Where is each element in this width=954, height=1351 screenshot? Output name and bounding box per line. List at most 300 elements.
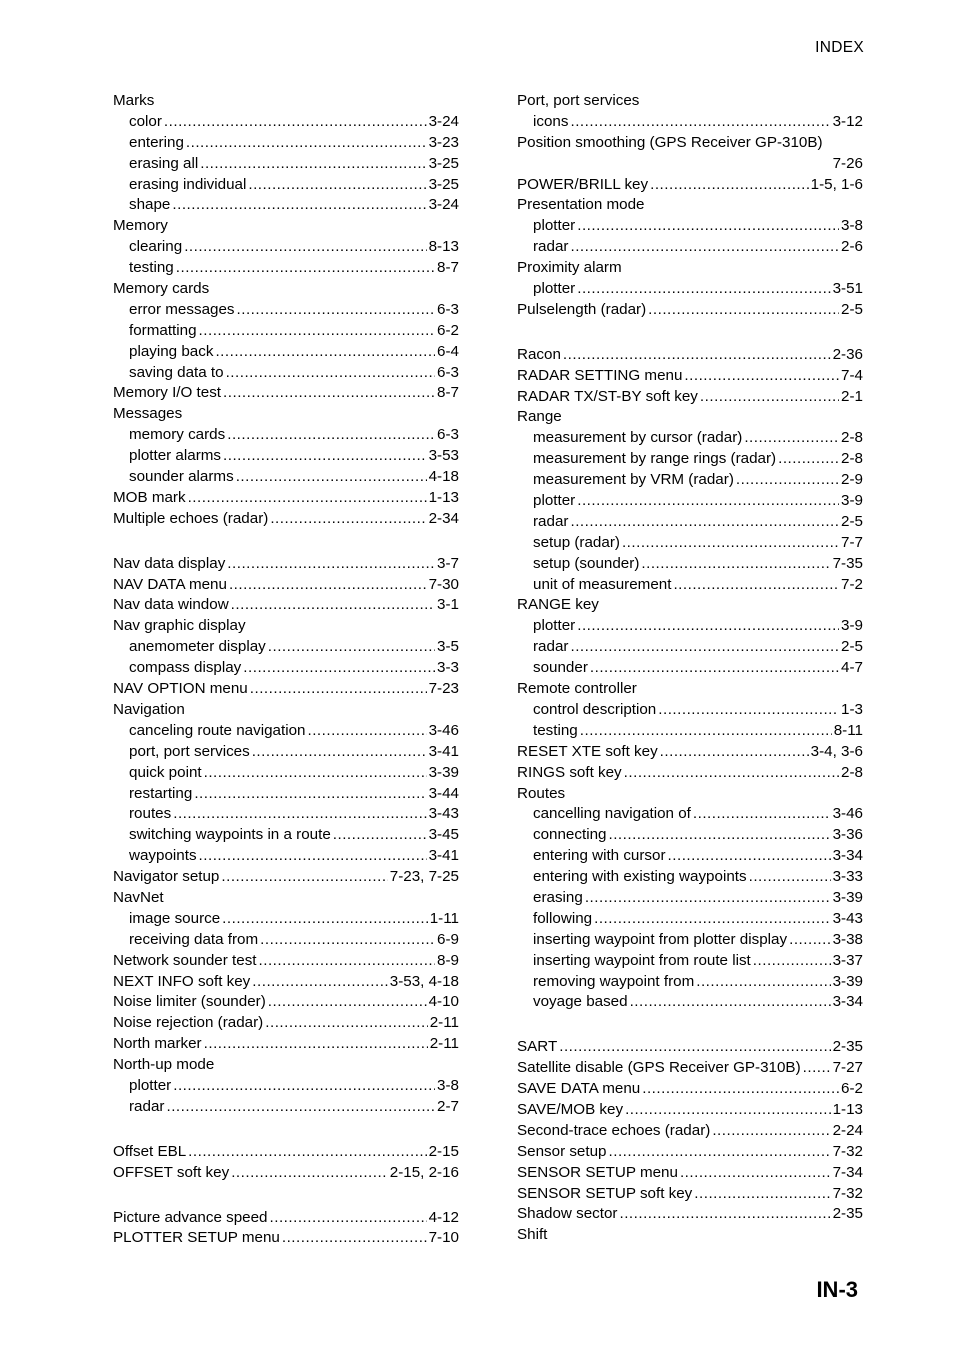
dot-leader	[594, 909, 830, 930]
index-entry	[517, 742, 863, 763]
page-reference: 6-3	[437, 363, 459, 381]
index-term: canceling route navigation	[129, 721, 306, 739]
index-subentry	[113, 784, 459, 805]
dot-leader	[215, 342, 435, 363]
index-subentry	[517, 216, 863, 237]
index-term: waypoints	[129, 847, 197, 865]
index-term: measurement by cursor (radar)	[533, 429, 743, 447]
index-subentry	[517, 825, 863, 846]
index-term: plotter	[533, 617, 576, 635]
index-term: sounder	[533, 659, 588, 677]
index-term: measurement by VRM (radar)	[533, 471, 734, 489]
index-term: voyage based	[533, 993, 628, 1011]
index-term: NavNet	[113, 888, 164, 906]
page-reference: 3-25	[428, 175, 459, 193]
page-reference: 7-2	[841, 575, 863, 593]
page-reference: 7-32	[832, 1184, 863, 1202]
dot-leader	[164, 112, 427, 133]
dot-leader	[624, 763, 839, 784]
index-subentry	[113, 846, 459, 867]
index-subentry	[517, 888, 863, 909]
dot-leader	[223, 446, 427, 467]
dot-leader	[658, 700, 839, 721]
index-term: shape	[129, 196, 171, 214]
index-entry	[517, 1058, 863, 1079]
index-term: Picture advance speed	[113, 1208, 268, 1226]
page-reference: 6-4	[437, 342, 459, 360]
index-term: Nav graphic display	[113, 617, 246, 635]
index-subentry	[517, 658, 863, 679]
index-subentry	[113, 637, 459, 658]
index-column-left	[113, 91, 459, 1249]
page-reference: 3-37	[832, 951, 863, 969]
page-reference: 3-46	[832, 805, 863, 823]
index-entry	[517, 366, 863, 387]
page-reference: 3-39	[832, 972, 863, 990]
index-subentry	[517, 930, 863, 951]
index-term: erasing all	[129, 154, 199, 172]
index-term: following	[533, 909, 593, 927]
index-subentry	[517, 237, 863, 258]
dot-leader	[700, 387, 839, 408]
page-reference: 7-23, 7-25	[389, 868, 459, 886]
dot-leader	[260, 930, 435, 951]
dot-leader	[229, 575, 427, 596]
page-reference: 2-7	[437, 1097, 459, 1115]
page-reference: 3-23	[428, 133, 459, 151]
index-subentry	[113, 425, 459, 446]
dot-leader	[204, 763, 427, 784]
index-subentry	[517, 491, 863, 512]
index-term: Memory I/O test	[113, 384, 222, 402]
dot-leader	[173, 1076, 435, 1097]
dot-leader	[188, 488, 427, 509]
dot-leader	[753, 951, 831, 972]
dot-leader	[166, 1097, 435, 1118]
index-entry	[113, 1055, 459, 1076]
index-entry	[113, 91, 459, 112]
page-reference: 2-5	[841, 512, 863, 530]
page-reference: 3-53	[428, 447, 459, 465]
page-reference: 2-5	[841, 638, 863, 656]
index-term: MOB mark	[113, 488, 186, 506]
dot-leader	[590, 658, 839, 679]
index-term: plotter	[533, 217, 576, 235]
dot-leader	[222, 909, 428, 930]
index-entry	[517, 1100, 863, 1121]
letter-group-gap	[517, 1013, 863, 1037]
index-term: Proximity alarm	[517, 259, 622, 277]
index-entry	[517, 595, 863, 616]
index-subentry	[113, 909, 459, 930]
index-entry	[113, 404, 459, 425]
index-term: Shadow sector	[517, 1205, 618, 1223]
index-term: unit of measurement	[533, 575, 672, 593]
page-reference: 2-9	[841, 471, 863, 489]
page-reference: 3-36	[832, 826, 863, 844]
page-reference: 2-8	[841, 450, 863, 468]
page-reference: 8-11	[833, 721, 863, 739]
dot-leader	[176, 258, 435, 279]
page-reference: 1-5, 1-6	[810, 175, 863, 193]
index-term: Racon	[517, 345, 561, 363]
index-entry	[113, 888, 459, 909]
index-term: RESET XTE soft key	[517, 742, 658, 760]
index-subentry	[113, 930, 459, 951]
dot-leader	[684, 366, 839, 387]
page-reference: 3-9	[841, 617, 863, 635]
index-subentry	[113, 175, 459, 196]
index-term: Sensor setup	[517, 1142, 607, 1160]
index-subentry	[517, 512, 863, 533]
index-term: Marks	[113, 92, 155, 109]
index-term: restarting	[129, 784, 193, 802]
page-reference: 4-10	[428, 993, 459, 1011]
index-term: removing waypoint from	[533, 972, 695, 990]
index-term: anemometer display	[129, 638, 266, 656]
page-reference: 3-41	[428, 742, 459, 760]
page-reference: 3-44	[428, 784, 459, 802]
dot-leader	[259, 951, 436, 972]
index-term: Second-trace echoes (radar)	[517, 1121, 711, 1139]
index-term: Routes	[517, 784, 566, 802]
index-term: setup (sounder)	[533, 554, 640, 572]
index-entry	[517, 133, 863, 154]
index-term: testing	[533, 721, 578, 739]
page-reference: 8-7	[437, 384, 459, 402]
index-term: Navigation	[113, 700, 185, 718]
page-reference: 4-18	[428, 468, 459, 486]
dot-leader	[172, 195, 426, 216]
page-reference: 2-24	[832, 1121, 863, 1139]
index-subentry	[113, 1076, 459, 1097]
index-term: NAV OPTION menu	[113, 680, 248, 698]
index-subentry	[113, 825, 459, 846]
index-subentry	[517, 867, 863, 888]
index-term: NAV DATA menu	[113, 575, 227, 593]
dot-leader	[580, 721, 832, 742]
index-subentry	[113, 1097, 459, 1118]
index-subentry	[113, 300, 459, 321]
index-term: quick point	[129, 763, 202, 781]
index-subentry	[113, 258, 459, 279]
index-subentry	[517, 909, 863, 930]
index-subentry	[517, 637, 863, 658]
index-term: inserting waypoint from route list	[533, 951, 751, 969]
index-term: measurement by range rings (radar)	[533, 450, 777, 468]
dot-leader	[668, 846, 831, 867]
index-term: inserting waypoint from plotter display	[533, 930, 788, 948]
index-term: playing back	[129, 342, 214, 360]
index-term: Offset EBL	[113, 1142, 187, 1160]
index-column-right	[517, 91, 863, 1246]
index-subentry	[113, 133, 459, 154]
index-entry	[517, 91, 863, 112]
index-entry	[113, 575, 459, 596]
page-reference: 3-51	[832, 280, 863, 298]
index-subentry	[517, 428, 863, 449]
index-term: plotter alarms	[129, 447, 222, 465]
index-term: routes	[129, 805, 172, 823]
index-subentry	[113, 721, 459, 742]
page-reference: 3-1	[437, 596, 459, 614]
index-subentry	[113, 658, 459, 679]
dot-leader	[221, 867, 387, 888]
page-reference: 4-7	[841, 659, 863, 677]
dot-leader	[237, 300, 436, 321]
page-reference: 7-7	[841, 533, 863, 551]
index-subentry	[517, 721, 863, 742]
page-reference: 3-3	[437, 659, 459, 677]
dot-leader	[307, 721, 426, 742]
index-entry	[113, 616, 459, 637]
dot-leader	[173, 804, 426, 825]
index-term: entering with cursor	[533, 847, 666, 865]
index-term: radar	[533, 638, 569, 656]
index-term: icons	[533, 112, 569, 130]
index-term: radar	[129, 1097, 165, 1115]
dot-leader	[577, 216, 839, 237]
index-subentry	[113, 363, 459, 384]
dot-leader	[744, 428, 839, 449]
page-reference: 2-5	[841, 300, 863, 318]
dot-leader	[650, 175, 809, 196]
letter-group-gap	[113, 530, 459, 554]
dot-leader	[673, 575, 839, 596]
page-reference: 7-26	[832, 154, 863, 172]
index-entry	[113, 867, 459, 888]
page-reference: 3-38	[832, 930, 863, 948]
index-entry	[517, 258, 863, 279]
index-entry	[517, 1163, 863, 1184]
index-term: SAVE/MOB key	[517, 1100, 624, 1118]
index-entry	[517, 1079, 863, 1100]
index-subentry	[113, 195, 459, 216]
dot-leader	[693, 804, 831, 825]
letter-group-gap	[113, 1184, 459, 1208]
index-term: RINGS soft key	[517, 763, 622, 781]
index-entry	[113, 509, 459, 530]
index-subentry	[517, 533, 863, 554]
index-term: setup (radar)	[533, 533, 620, 551]
index-entry	[517, 407, 863, 428]
page-reference: 3-53, 4-18	[389, 972, 459, 990]
index-term: RANGE key	[517, 596, 599, 614]
page-reference: 6-2	[437, 321, 459, 339]
index-entry	[517, 1225, 863, 1246]
page-reference: 6-3	[437, 426, 459, 444]
dot-leader	[199, 321, 436, 342]
index-subentry	[113, 467, 459, 488]
dot-leader	[622, 533, 839, 554]
index-subentry	[517, 449, 863, 470]
index-entry	[517, 784, 863, 805]
index-term: NEXT INFO soft key	[113, 972, 251, 990]
dot-leader	[642, 1079, 839, 1100]
dot-leader	[231, 595, 435, 616]
dot-leader	[577, 279, 830, 300]
page-reference: 3-33	[832, 868, 863, 886]
index-subentry	[517, 972, 863, 993]
dot-leader	[250, 679, 427, 700]
page-reference: 2-34	[428, 509, 459, 527]
index-subentry	[517, 616, 863, 637]
dot-leader	[223, 383, 435, 404]
letter-group-gap	[113, 1118, 459, 1142]
page-reference: 7-34	[832, 1163, 863, 1181]
page-number: IN-3	[816, 1277, 858, 1302]
index-term: Pulselength (radar)	[517, 300, 647, 318]
index-term: receiving data from	[129, 930, 259, 948]
dot-leader	[236, 467, 427, 488]
index-term: clearing	[129, 238, 183, 256]
index-term: erasing	[533, 888, 583, 906]
index-term: Memory	[113, 217, 168, 235]
dot-leader	[609, 1142, 831, 1163]
index-subentry	[113, 112, 459, 133]
dot-leader	[749, 867, 831, 888]
page-reference: 8-9	[437, 951, 459, 969]
page-reference: 3-43	[832, 909, 863, 927]
index-term: SART	[517, 1038, 558, 1056]
page-reference: 2-8	[841, 763, 863, 781]
dot-leader	[270, 1208, 427, 1229]
index-term: Noise limiter (sounder)	[113, 993, 266, 1011]
index-subentry	[517, 951, 863, 972]
index-term: saving data to	[129, 363, 224, 381]
dot-leader	[186, 133, 427, 154]
index-term: North marker	[113, 1035, 202, 1053]
index-term: plotter	[129, 1076, 172, 1094]
dot-leader	[630, 992, 831, 1013]
dot-leader	[694, 1184, 830, 1205]
dot-leader	[641, 554, 830, 575]
index-subentry	[113, 342, 459, 363]
index-term: plotter	[533, 280, 576, 298]
index-term: memory cards	[129, 426, 226, 444]
page-reference: 3-39	[832, 888, 863, 906]
index-subentry	[517, 992, 863, 1013]
index-entry	[113, 1208, 459, 1229]
index-term: Multiple echoes (radar)	[113, 509, 269, 527]
dot-leader	[559, 1037, 830, 1058]
index-entry	[113, 279, 459, 300]
index-term: Position smoothing (GPS Receiver GP-310B)	[517, 133, 823, 151]
index-subentry	[113, 804, 459, 825]
dot-leader	[789, 930, 831, 951]
page-reference: 1-13	[832, 1100, 863, 1118]
dot-leader	[570, 512, 839, 533]
page-reference: 3-4, 3-6	[810, 742, 863, 760]
letter-group-gap	[517, 321, 863, 345]
index-subentry	[113, 237, 459, 258]
page-reference: 3-24	[428, 112, 459, 130]
dot-leader	[577, 616, 839, 637]
page-reference: 3-7	[437, 554, 459, 572]
dot-leader	[625, 1100, 831, 1121]
index-term: control description	[533, 700, 657, 718]
index-entry	[113, 1228, 459, 1249]
index-entry	[113, 679, 459, 700]
page-reference: 2-11	[429, 1035, 459, 1053]
index-subentry	[113, 321, 459, 342]
index-term: radar	[533, 512, 569, 530]
page-reference: 2-8	[841, 429, 863, 447]
index-entry	[517, 175, 863, 196]
dot-leader	[265, 1013, 427, 1034]
index-entry	[517, 1142, 863, 1163]
dot-leader	[252, 972, 387, 993]
index-entry	[517, 300, 863, 321]
page-reference: 7-10	[428, 1229, 459, 1247]
index-term: Presentation mode	[517, 196, 645, 214]
index-term: radar	[533, 238, 569, 256]
index-term: SENSOR SETUP menu	[517, 1163, 678, 1181]
index-term: OFFSET soft key	[113, 1163, 230, 1181]
index-term: Network sounder test	[113, 951, 257, 969]
dot-leader	[736, 470, 839, 491]
index-term: formatting	[129, 321, 197, 339]
page-reference: 2-35	[832, 1205, 863, 1223]
page-reference: 7-4	[841, 366, 863, 384]
index-subentry	[517, 470, 863, 491]
dot-leader	[712, 1121, 830, 1142]
dot-leader	[585, 888, 831, 909]
index-entry	[517, 387, 863, 408]
page-reference: 3-39	[428, 763, 459, 781]
dot-leader	[188, 1142, 426, 1163]
page-reference: 2-1	[841, 387, 863, 405]
dot-leader	[570, 112, 830, 133]
dot-leader	[570, 637, 839, 658]
page-reference: 7-27	[832, 1059, 863, 1077]
page-reference: 2-15	[428, 1142, 459, 1160]
page-reference: 3-8	[437, 1076, 459, 1094]
page-reference: 1-3	[841, 700, 863, 718]
dot-leader	[577, 491, 839, 512]
page-reference: 7-30	[428, 575, 459, 593]
index-term: erasing individual	[129, 175, 247, 193]
dot-leader	[252, 742, 427, 763]
page-reference: 8-7	[437, 259, 459, 277]
index-entry	[113, 383, 459, 404]
dot-leader	[333, 825, 427, 846]
dot-leader	[680, 1163, 831, 1184]
dot-leader	[231, 1163, 388, 1184]
index-entry	[517, 763, 863, 784]
index-term: RADAR TX/ST-BY soft key	[517, 387, 698, 405]
index-subentry	[113, 742, 459, 763]
index-term: error messages	[129, 300, 235, 318]
index-term: switching waypoints in a route	[129, 826, 331, 844]
index-entry	[517, 1204, 863, 1225]
index-term: Remote controller	[517, 680, 637, 698]
page-reference: 3-25	[428, 154, 459, 172]
index-term: PLOTTER SETUP menu	[113, 1229, 280, 1247]
dot-leader	[282, 1228, 427, 1249]
index-subentry	[517, 804, 863, 825]
page-reference: 3-34	[832, 993, 863, 1011]
index-entry	[113, 216, 459, 237]
index-subentry	[517, 846, 863, 867]
index-entry	[517, 1184, 863, 1205]
index-term: SENSOR SETUP soft key	[517, 1184, 693, 1202]
index-subentry	[517, 575, 863, 596]
page-reference: 3-12	[832, 112, 863, 130]
index-subentry	[113, 154, 459, 175]
page-reference: 6-9	[437, 930, 459, 948]
index-entry	[113, 1142, 459, 1163]
